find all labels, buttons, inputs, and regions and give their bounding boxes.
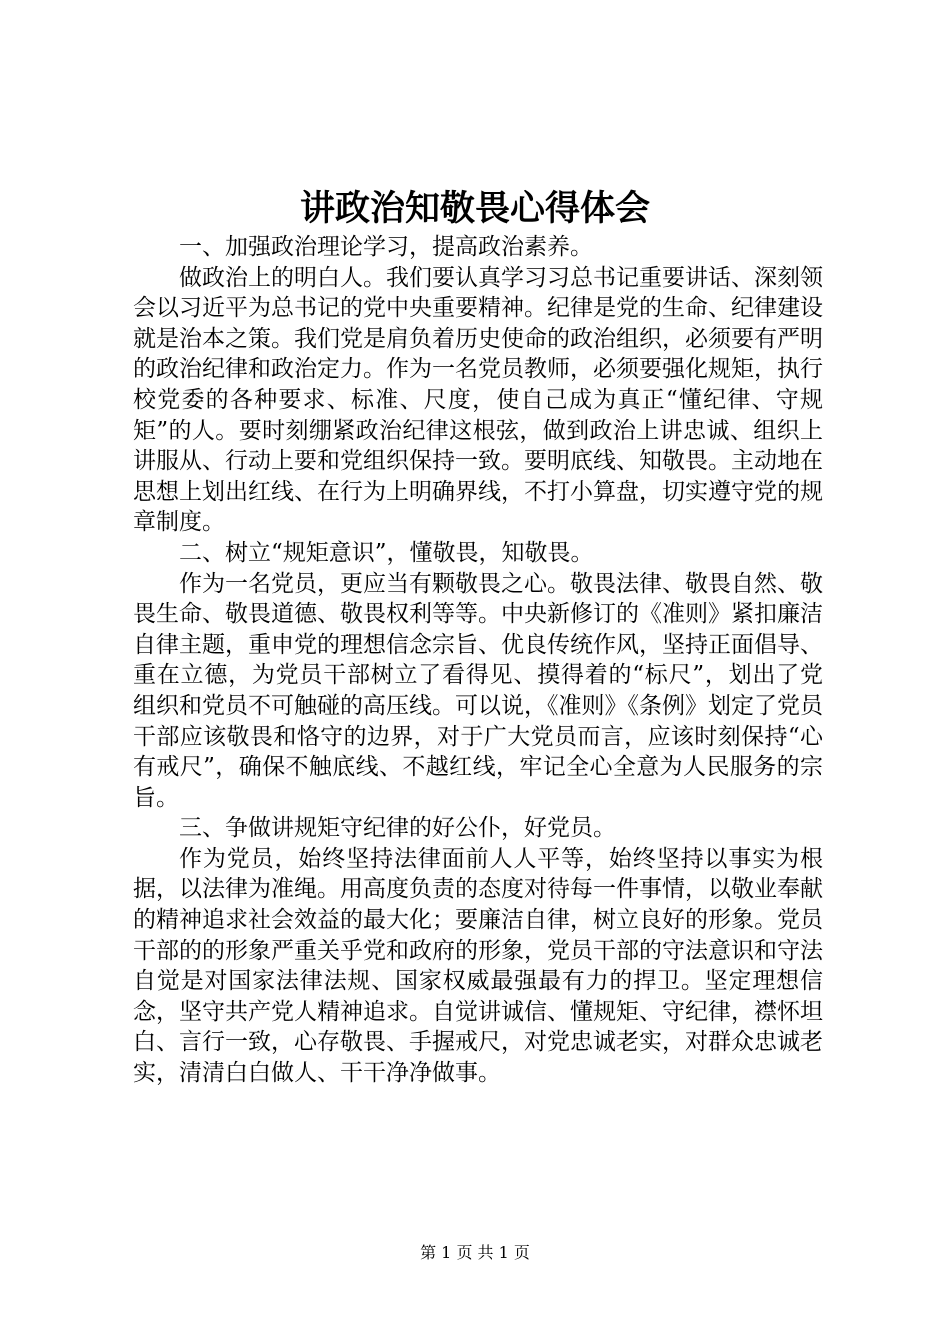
- heading-three: 三、争做讲规矩守纪律的好公仆，好党员。: [179, 815, 616, 842]
- document-title: 讲政治知敬畏心得体会: [299, 189, 650, 229]
- paragraph-three: 作为党员，始终坚持法律面前人人平等，始终坚持以事实为根据，以法律为准绳。用高度负责的态度对待每一件事情，以敬业奉献的精神追求社会效益的最大化；要廉洁自律，树立良好的形象。党员干部的的形象严重关乎党和政府的形象，党员干部的守法意识和守法自觉是对国家法律法规、国家权威最强最有力的捍卫。坚定理想信念，坚守共产党人精神追求。自觉讲诚信、懂规矩、守纪律，襟怀坦白、言行一致，心存敬畏、手握戒尺，对党忠诚老实，对群众忠诚老实，清清白白做人、干干净净做事。: [133, 845, 823, 1087]
- page-footer: 第 1 页 共 1 页: [420, 1243, 530, 1262]
- document-body: [133, 232, 823, 1089]
- paragraph-two: 作为一名党员，更应当有颗敬畏之心。敬畏法律、敬畏自然、敬畏生命、敬畏道德、敬畏权利等等。中央新修订的《准则》紧扣廉洁自律主题，重申党的理想信念宗旨、优良传统作风，坚持正面倡导、重在立德，为党员干部树立了看得见、摸得着的“标尺”，划出了党组织和党员不可触碰的高压线。可以说，《准则》《条例》划定了党员干部应该敬畏和恪守的边界，对于广大党员而言，应该时刻保持“心有戒尺”，确保不触底线、不越红线，牢记全心全意为人民服务的宗旨。: [133, 570, 823, 811]
- paragraph-one: 做政治上的明白人。我们要认真学习习总书记重要讲话、深刻领会以习近平为总书记的党中央重要精神。纪律是党的生命、纪律建设就是治本之策。我们党是肩负着历史使命的政治组织，必须要有严明的政治纪律和政治定力。作为一名党员教师，必须要强化规矩，执行校党委的各种要求、标准、尺度，使自己成为真正“懂纪律、守规矩”的人。要时刻绷紧政治纪律这根弦，做到政治上讲忠诚、组织上讲服从、行动上要和党组织保持一致。要明底线、知敬畏。主动地在思想上划出红线、在行为上明确界线，不打小算盘，切实遵守党的规章制度。: [133, 264, 823, 536]
- heading-two: 二、树立“规矩意识”，懂敬畏，知敬畏。: [179, 539, 594, 566]
- heading-one: 一、加强政治理论学习，提高政治素养。: [179, 234, 593, 260]
